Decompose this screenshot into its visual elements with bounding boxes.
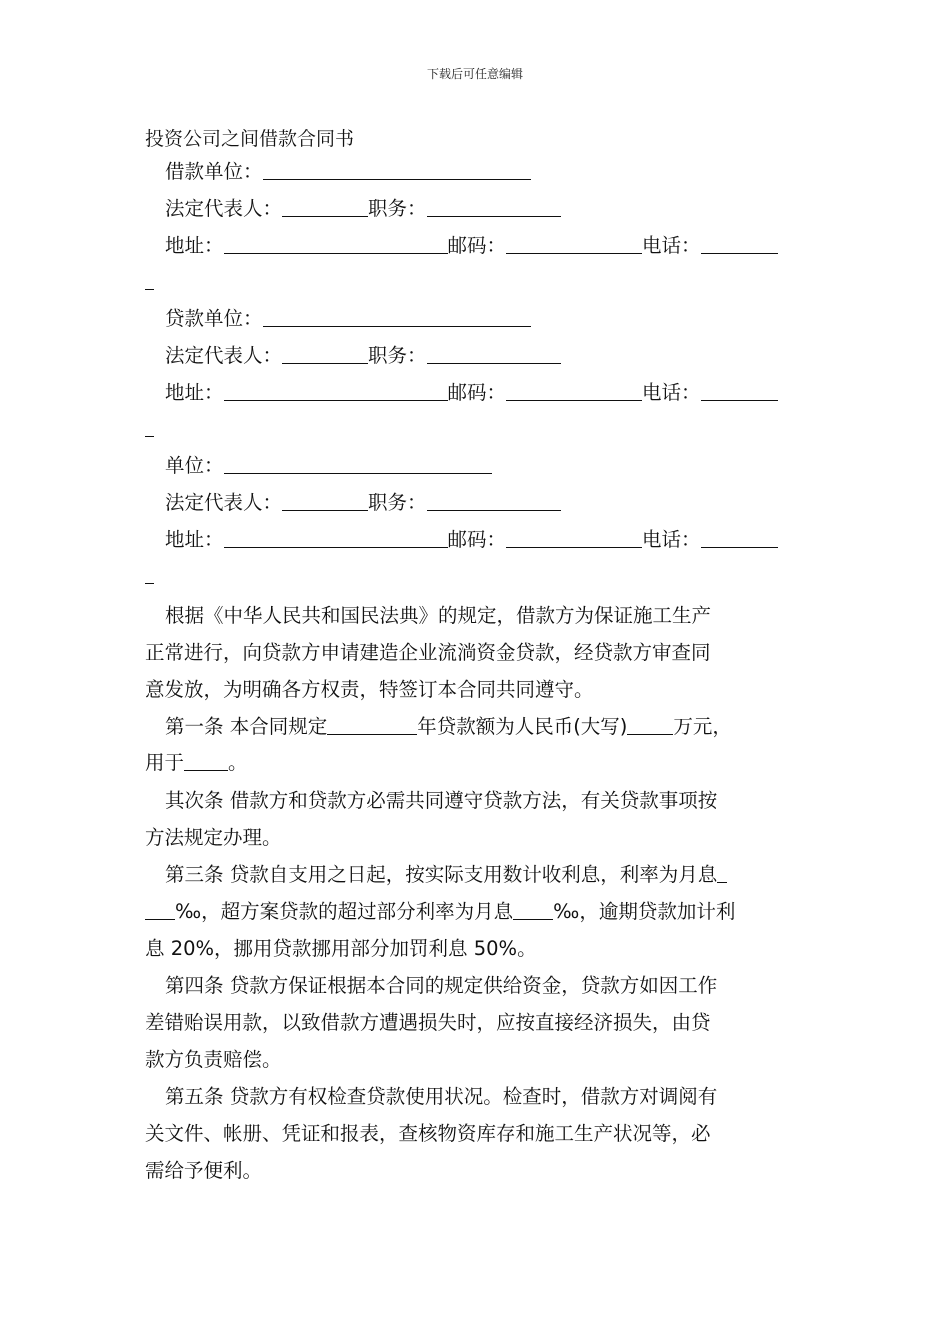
party1-unit-label: 借款单位： xyxy=(165,160,263,183)
party3-rep-line xyxy=(145,493,561,513)
article1-text-e: 。 xyxy=(228,751,248,774)
party3-unit-line xyxy=(145,456,492,476)
party3-position-label: 职务： xyxy=(368,491,427,514)
party2-postcode-field[interactable] xyxy=(506,383,642,401)
party3-phone-field-cont xyxy=(145,566,154,586)
article2-line-1: 其次条 借款方和贷款方必需共同遵守贷款方法，有关贷款事项按 xyxy=(165,789,718,812)
party3-postcode-label: 邮码： xyxy=(447,528,507,551)
article1-amount-field[interactable] xyxy=(627,717,673,735)
party1-phone-field-cont xyxy=(145,272,154,292)
article4-line-1: 第四条 贷款方保证根据本合同的规定供给资金，贷款方如因工作 xyxy=(165,974,718,997)
party3-address-line xyxy=(145,530,778,550)
party1-position-label: 职务： xyxy=(368,197,427,220)
party2-address-field[interactable] xyxy=(224,383,448,401)
party2-rep-label: 法定代表人： xyxy=(165,344,283,367)
party3-phone-field[interactable] xyxy=(701,530,778,548)
article1-purpose-field[interactable] xyxy=(184,753,228,771)
wrap-blank xyxy=(145,566,154,584)
article1-text-a: 第一条 本合同规定 xyxy=(165,715,328,738)
party3-rep-label: 法定代表人： xyxy=(165,491,283,514)
article1-year-field[interactable] xyxy=(327,717,417,735)
article1-text-b: 年贷款额为人民币(大写) xyxy=(417,715,628,738)
article3-line-2 xyxy=(145,902,735,922)
article3-overplan-rate-field[interactable] xyxy=(513,902,553,920)
party2-position-label: 职务： xyxy=(368,344,427,367)
party2-unit-line xyxy=(145,309,531,329)
party1-rep-line xyxy=(145,199,561,219)
party2-address-line xyxy=(145,383,778,403)
header-note: 下载后可任意编辑 xyxy=(426,67,523,81)
article3-text-c: ‰，逾期贷款加计利 xyxy=(553,900,736,923)
party1-address-line xyxy=(145,236,778,256)
party1-unit-line xyxy=(145,162,531,182)
article1-text-d: 用于 xyxy=(145,751,185,774)
party1-address-label: 地址： xyxy=(165,234,224,257)
wrap-blank xyxy=(145,419,154,437)
intro-line-2: 正常进行，向贷款方申请建造企业流淌资金贷款，经贷款方审查同 xyxy=(145,641,711,664)
wrap-blank xyxy=(145,272,154,290)
party3-address-label: 地址： xyxy=(165,528,224,551)
article1-text-c: 万元， xyxy=(673,715,732,738)
party1-postcode-label: 邮码： xyxy=(447,234,507,257)
article1-line-1 xyxy=(145,717,732,737)
party2-rep-line xyxy=(145,346,561,366)
party2-rep-field[interactable] xyxy=(282,346,368,364)
intro-line-3: 意发放，为明确各方权责，特签订本合同共同遵守。 xyxy=(145,678,594,701)
party3-position-field[interactable] xyxy=(427,493,561,511)
party3-phone-label: 电话： xyxy=(642,528,701,551)
article3-line-1 xyxy=(145,865,727,885)
party2-address-label: 地址： xyxy=(165,381,224,404)
article2-line-2: 方法规定办理。 xyxy=(145,826,282,849)
article5-line-1: 第五条 贷款方有权检查贷款使用状况。检查时，借款方对调阅有 xyxy=(165,1085,718,1108)
party2-postcode-label: 邮码： xyxy=(447,381,507,404)
intro-line-1: 根据《中华人民共和国民法典》的规定，借款方为保证施工生产 xyxy=(165,604,712,627)
party3-unit-label: 单位： xyxy=(165,454,224,477)
party3-address-field[interactable] xyxy=(224,530,448,548)
article5-line-3: 需给予便利。 xyxy=(145,1159,263,1182)
party3-unit-field[interactable] xyxy=(224,456,492,474)
party2-unit-field[interactable] xyxy=(263,309,531,327)
party2-phone-field-cont xyxy=(145,419,154,439)
party1-unit-field[interactable] xyxy=(263,162,531,180)
party1-phone-label: 电话： xyxy=(642,234,701,257)
article3-line-3: 息 20%，挪用贷款挪用部分加罚利息 50%。 xyxy=(145,937,537,960)
article5-line-2: 关文件、帐册、凭证和报表，查核物资库存和施工生产状况等，必 xyxy=(145,1122,711,1145)
party3-rep-field[interactable] xyxy=(282,493,368,511)
article3-text-a: 第三条 贷款自支用之日起，按实际支用数计收利息，利率为月息 xyxy=(165,863,718,886)
article4-line-3: 款方负责赔偿。 xyxy=(145,1048,282,1071)
party3-postcode-field[interactable] xyxy=(506,530,642,548)
party1-phone-field[interactable] xyxy=(701,236,778,254)
article3-rate-field-start[interactable] xyxy=(717,865,727,883)
party2-phone-field[interactable] xyxy=(701,383,778,401)
party1-address-field[interactable] xyxy=(224,236,448,254)
party2-phone-label: 电话： xyxy=(642,381,701,404)
party1-rep-label: 法定代表人： xyxy=(165,197,283,220)
article3-text-b: ‰，超方案贷款的超过部分利率为月息 xyxy=(175,900,514,923)
document-title: 投资公司之间借款合同书 xyxy=(145,128,355,150)
party2-position-field[interactable] xyxy=(427,346,561,364)
article3-rate-field[interactable] xyxy=(145,902,175,920)
party1-rep-field[interactable] xyxy=(282,199,368,217)
party1-position-field[interactable] xyxy=(427,199,561,217)
article4-line-2: 差错贻误用款，以致借款方遭遇损失时，应按直接经济损失，由贷 xyxy=(145,1011,711,1034)
article1-line-2 xyxy=(145,753,248,773)
party2-unit-label: 贷款单位： xyxy=(165,307,263,330)
party1-postcode-field[interactable] xyxy=(506,236,642,254)
